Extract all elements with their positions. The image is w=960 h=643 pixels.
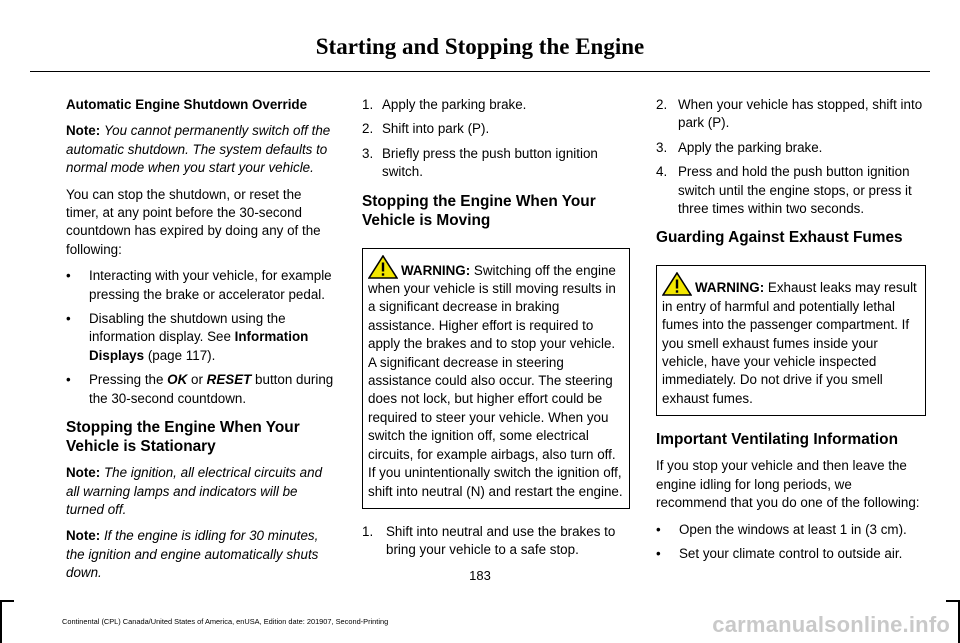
step-number: 4. bbox=[656, 164, 668, 180]
bullet-text: Disabling the shutdown using the information display. See bbox=[89, 311, 286, 345]
note-text: You cannot permanently switch off the automatic shutdown. The system defaults to normal mode when you start your vehicle. bbox=[66, 123, 331, 176]
note-ignition bbox=[66, 464, 336, 519]
step-text: When your vehicle has stopped, shift into park (P). bbox=[678, 97, 923, 131]
list-item bbox=[66, 371, 336, 408]
list-item: • Open the windows at least 1 in (3 cm). bbox=[656, 521, 926, 539]
step-number: 3. bbox=[656, 139, 668, 155]
page-number: 183 bbox=[469, 568, 491, 583]
bullet-list-ventilating bbox=[656, 521, 926, 564]
step-number: 1. bbox=[362, 523, 374, 539]
warning-box-exhaust bbox=[656, 265, 926, 416]
list-item bbox=[656, 139, 926, 157]
warning-box-moving bbox=[362, 248, 630, 509]
watermark: carmanualsonline.info bbox=[712, 612, 950, 637]
warning-triangle-icon bbox=[662, 272, 692, 296]
crop-mark bbox=[0, 600, 2, 643]
section-heading-exhaust: Guarding Against Exhaust Fumes bbox=[656, 229, 903, 247]
step-text: Press and hold the push button ignition switch until the engine stops, or press it three times within two seconds. bbox=[678, 164, 912, 217]
column-1 bbox=[66, 96, 336, 591]
note-label: Note: bbox=[66, 123, 101, 139]
section-heading-ventilating: Important Ventilating Information bbox=[656, 431, 898, 449]
step-text: Shift into park (P). bbox=[382, 121, 490, 137]
warning-label: WARNING: bbox=[695, 280, 765, 296]
list-item bbox=[362, 523, 630, 560]
step-text: Apply the parking brake. bbox=[678, 139, 823, 155]
step-number: 3. bbox=[362, 145, 374, 161]
bullet-text: Pressing the bbox=[89, 372, 164, 388]
note-text: The ignition, all electrical circuits and all warning lamps and indicators will be turned off. bbox=[66, 465, 323, 517]
crop-mark bbox=[0, 600, 14, 602]
warning-text: Exhaust leaks may result in entry of harmful and potentially lethal fumes into the passenger compartment. If you smell exhaust fumes inside your vehicle, have your vehicle inspected immediately. Do not drive if you smell exhaust fumes. bbox=[662, 280, 917, 406]
note-text: If the engine is idling for 30 minutes, the ignition and engine automatically shuts down. bbox=[66, 528, 319, 581]
warning-triangle-icon bbox=[368, 255, 398, 279]
bullet-text: button during the 30-second countdown. bbox=[89, 372, 334, 406]
column-2 bbox=[362, 96, 630, 568]
section-heading-stationary: Stopping the Engine When Your Vehicle is Stationary bbox=[66, 419, 300, 456]
information-displays-link[interactable]: Information Displays bbox=[89, 329, 309, 363]
reset-button-label: RESET bbox=[206, 372, 252, 388]
list-item bbox=[656, 163, 926, 218]
list-item bbox=[362, 145, 630, 182]
list-item: • Interacting with your vehicle, for example pressing the brake or accelerator pedal. bbox=[66, 267, 336, 304]
note-label: Note: bbox=[66, 528, 101, 544]
page-reference: (page 117). bbox=[147, 347, 216, 363]
paragraph-stop-shutdown: You can stop the shutdown, or reset the timer, at any point before the 30-second countdown has expired by doing any of the following: bbox=[66, 186, 321, 257]
list-item bbox=[66, 310, 336, 365]
step-text: Shift into neutral and use the brakes to bring your vehicle to a safe stop. bbox=[386, 523, 616, 558]
ok-button-label: OK bbox=[167, 372, 188, 388]
column-3 bbox=[656, 96, 926, 571]
steps-moving bbox=[362, 523, 630, 560]
step-number: 2. bbox=[362, 121, 374, 137]
crop-mark bbox=[946, 600, 960, 602]
bullet-list-override bbox=[66, 267, 336, 408]
steps-stationary bbox=[362, 96, 630, 182]
note-label: Note: bbox=[66, 465, 101, 481]
steps-moving-continued bbox=[656, 96, 926, 218]
list-item: • Set your climate control to outside air. bbox=[656, 545, 926, 563]
list-item bbox=[362, 120, 630, 138]
section-heading-moving: Stopping the Engine When Your Vehicle is Moving bbox=[362, 192, 596, 229]
step-text: Apply the parking brake. bbox=[382, 97, 527, 112]
page-title: Starting and Stopping the Engine bbox=[315, 34, 645, 59]
bullet-text: or bbox=[191, 372, 203, 388]
title-rule bbox=[30, 71, 930, 72]
step-number: 2. bbox=[656, 97, 668, 112]
warning-label: WARNING: bbox=[401, 262, 471, 278]
step-text: Briefly press the push button ignition switch. bbox=[382, 145, 598, 180]
list-item bbox=[362, 96, 630, 114]
section-heading-override: Automatic Engine Shutdown Override bbox=[66, 97, 308, 112]
step-number: 1. bbox=[362, 97, 374, 112]
paragraph-ventilating: If you stop your vehicle and then leave the engine idling for long periods, we recommend that you do one of the following: bbox=[656, 458, 920, 511]
list-item bbox=[656, 96, 926, 133]
edition-info: Continental (CPL) Canada/United States of America, enUSA, Edition date: 201907, Second-Printing bbox=[62, 617, 389, 626]
warning-text: Switching off the engine when your vehicle is still moving results in a significant decrease in braking assistance. Higher effort is required to apply the brakes and to stop your vehicle. A significant decrease in steering assistance could also occur. The steering does not lock, but higher effort could be required to steer your vehicle. When you switch the ignition off, some electrical circuits, for example airbags, also turn off. If you unintentionally switch the ignition off, shift into neutral (N) and restart the engine. bbox=[368, 262, 623, 499]
note-permanent bbox=[66, 122, 336, 177]
